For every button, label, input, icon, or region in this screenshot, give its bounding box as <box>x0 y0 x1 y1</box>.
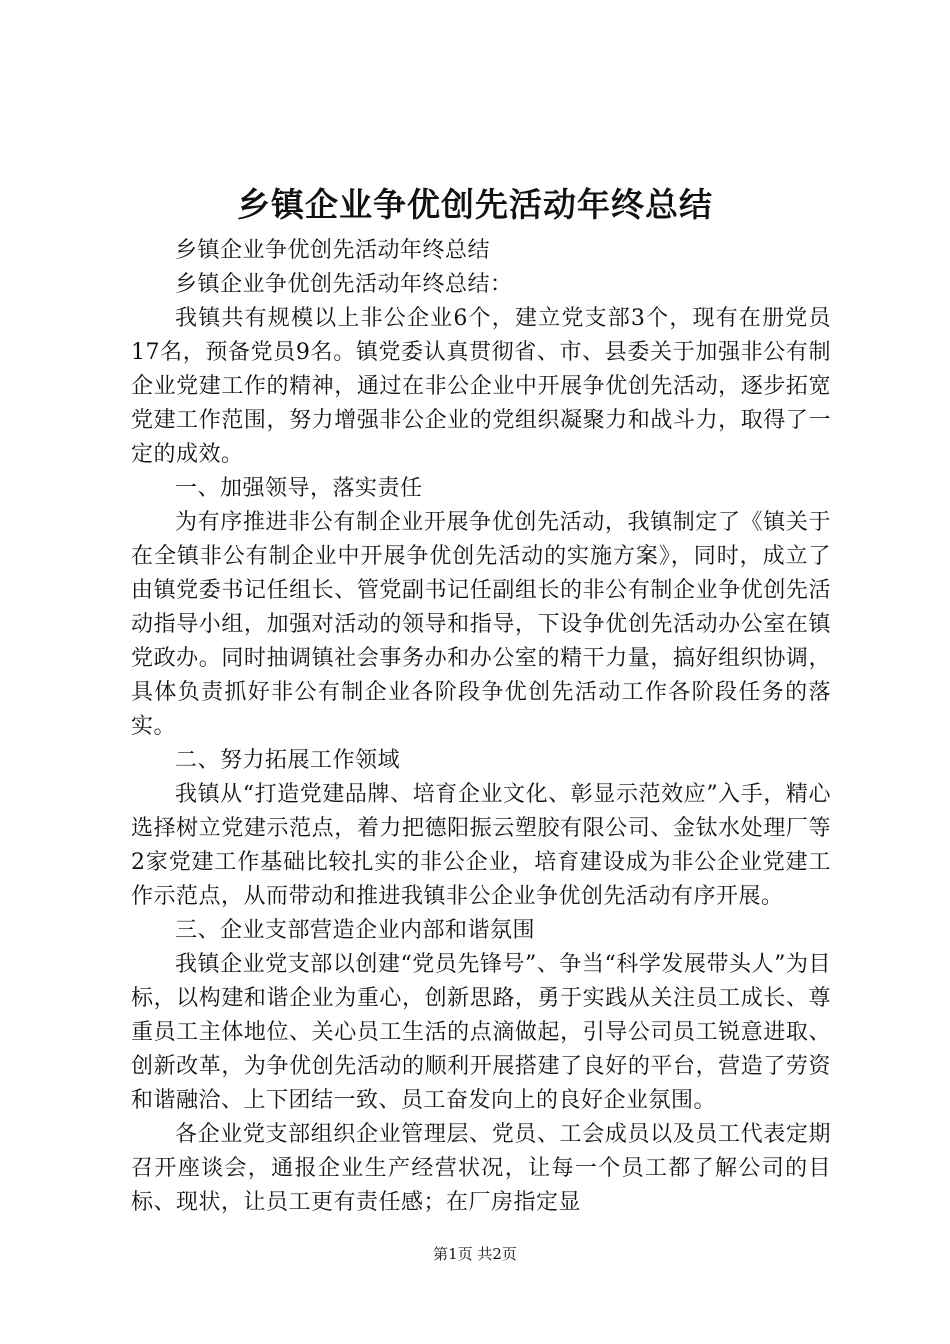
page-number: 第1页 <box>433 1245 473 1263</box>
paragraph: 我镇从“打造党建品牌、培育企业文化、彰显示范效应”入手，精心选择树立党建示范点，着力把德阳振云塑胶有限公司、金钛水处理厂等2家党建工作基础比较扎实的非公企业，培育建设成为非公企业党建工作示范点，从而带动和推进我镇非公企业争优创先活动有序开展。 <box>131 782 831 909</box>
paragraph: 各企业党支部组织企业管理层、党员、工会成员以及员工代表定期召开座谈会，通报企业生产经营状况，让每一个员工都了解公司的目标、现状，让员工更有责任感；在厂房指定显 <box>131 1122 831 1215</box>
section-heading: 一、加强领导，落实责任 <box>175 476 423 501</box>
document-title: 乡镇企业争优创先活动年终总结 <box>237 185 713 224</box>
paragraph: 乡镇企业争优创先活动年终总结： <box>175 272 513 297</box>
paragraph: 为有序推进非公有制企业开展争优创先活动，我镇制定了《镇关于在全镇非公有制企业中开展争优创先活动的实施方案》，同时，成立了由镇党委书记任组长、管党副书记任副组长的非公有制企业争优创先活动指导小组，加强对活动的领导和指导，下设争优创先活动办公室在镇党政办。同时抽调镇社会事务办和办公室的精干力量，搞好组织协调，具体负责抓好非公有制企业各阶段争优创先活动工作各阶段任务的落实。 <box>131 510 831 739</box>
page-total: 共2页 <box>477 1245 517 1263</box>
section-heading: 二、努力拓展工作领域 <box>175 748 401 773</box>
section-heading: 三、企业支部营造企业内部和谐氛围 <box>175 918 536 943</box>
paragraph: 我镇企业党支部以创建“党员先锋号”、争当“科学发展带头人”为目标，以构建和谐企业为重心，创新思路，勇于实践从关注员工成长、尊重员工主体地位、关心员工生活的点滴做起，引导公司员工锐意进取、创新改革，为争优创先活动的顺利开展搭建了良好的平台，营造了劳资和谐融洽、上下团结一致、员工奋发向上的良好企业氛围。 <box>131 952 831 1113</box>
page-footer <box>0 1244 950 1264</box>
document-body <box>131 234 831 1220</box>
paragraph: 乡镇企业争优创先活动年终总结 <box>175 238 491 263</box>
paragraph: 我镇共有规模以上非公企业6个，建立党支部3个，现有在册党员17名，预备党员9名。镇党委认真贯彻省、市、县委关于加强非公有制企业党建工作的精神，通过在非公企业中开展争优创先活动，逐步拓宽党建工作范围，努力增强非公企业的党组织凝聚力和战斗力，取得了一定的成效。 <box>131 306 831 467</box>
